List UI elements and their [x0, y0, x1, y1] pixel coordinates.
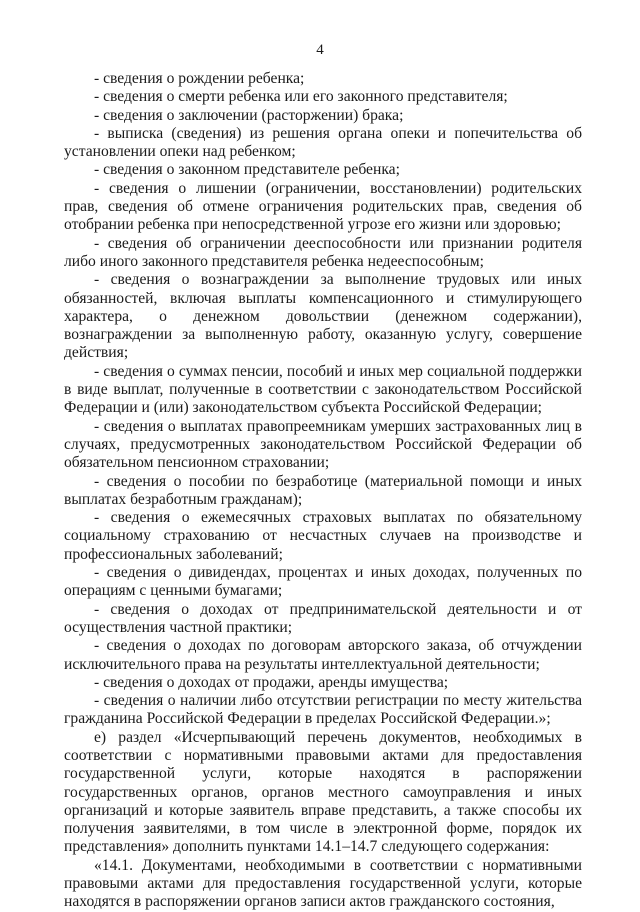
- paragraph-guardianship-extract: - выписка (сведения) из решения органа опеки и попечительства об установлении опеки над ребенком;: [64, 124, 582, 161]
- page-number: 4: [316, 42, 324, 58]
- paragraph-section-e: е) раздел «Исчерпывающий перечень документов, необходимых в соответствии с нормативными правовыми актами для предоставления государственной услуги, которые находятся в распоряжении государственных органов, органов местного самоуправления и иных организаций и которые заявитель вправе представить, а также способы их получения заявителями, в том числе в электронной форме, порядок их представления» дополнить пунктами 14.1–14.7 следующего содержания:: [64, 728, 582, 856]
- paragraph-dividends: - сведения о дивидендах, процентах и иных доходах, полученных по операциям с ценными бумагами;: [64, 564, 582, 600]
- paragraph-business-income: - сведения о доходах от предпринимательской деятельности и от осуществления частной практики;: [64, 600, 582, 636]
- paragraph-legal-capacity: - сведения об ограничении дееспособности или признании родителя либо иного законного представителя ребенка недееспособным;: [64, 234, 582, 270]
- paragraph-copyright-income: - сведения о доходах по договорам авторского заказа, об отчуждении исключительного права на результаты интеллектуальной деятельности;: [64, 637, 582, 673]
- paragraph-remuneration: - сведения о вознаграждении за выполнение трудовых или иных обязанностей, включая выплаты компенсационного и стимулирующего характера, о денежном довольствии (денежном содержании), вознаграждении за выполненную работу, оказанную услугу, совершение действия;: [64, 271, 582, 362]
- document-body: [64, 70, 582, 912]
- paragraph-death-info: - сведения о смерти ребенка или его законного представителя;: [94, 88, 508, 106]
- paragraph-property-income: - сведения о доходах от продажи, аренды имущества;: [94, 673, 449, 691]
- paragraph-birth-info: - сведения о рождении ребенка;: [94, 70, 305, 87]
- paragraph-insurance-payments: - сведения о ежемесячных страховых выплатах по обязательному социальному страхованию от несчастных случаев на производстве и профессиональных заболеваний;: [64, 509, 582, 563]
- paragraph-legal-representative: - сведения о законном представителе ребенка;: [94, 161, 400, 179]
- paragraph-marriage-info: - сведения о заключении (расторжении) брака;: [94, 106, 404, 124]
- paragraph-parental-rights: - сведения о лишении (ограничении, восстановлении) родительских прав, сведения об отмене ограничения родительских прав, сведения об отобрании ребенка при непосредственной угрозе его жизни или здоровью;: [64, 179, 582, 234]
- paragraph-registration: - сведения о наличии либо отсутствии регистрации по месту жительства гражданина Российской Федерации в пределах Российской Федерации.»;: [64, 692, 582, 728]
- paragraph-unemployment-benefit: - сведения о пособии по безработице (материальной помощи и иных выплатах безработным гражданам);: [64, 472, 582, 508]
- paragraph-successor-payments: - сведения о выплатах правопреемникам умерших застрахованных лиц в случаях, предусмотренных законодательством Российской Федерации об обязательном пенсионном страховании;: [64, 417, 582, 472]
- paragraph-pensions-benefits: - сведения о суммах пенсии, пособий и иных мер социальной поддержки в виде выплат, полученные в соответствии с законодательством Российской Федерации и (или) законодательством субъекта Российской Федерации;: [64, 362, 582, 417]
- paragraph-clause-14-1: «14.1. Документами, необходимыми в соответствии с нормативными правовыми актами для предоставления государственной услуги, которые находятся в распоряжении органов записи актов гражданского состояния,: [64, 856, 582, 911]
